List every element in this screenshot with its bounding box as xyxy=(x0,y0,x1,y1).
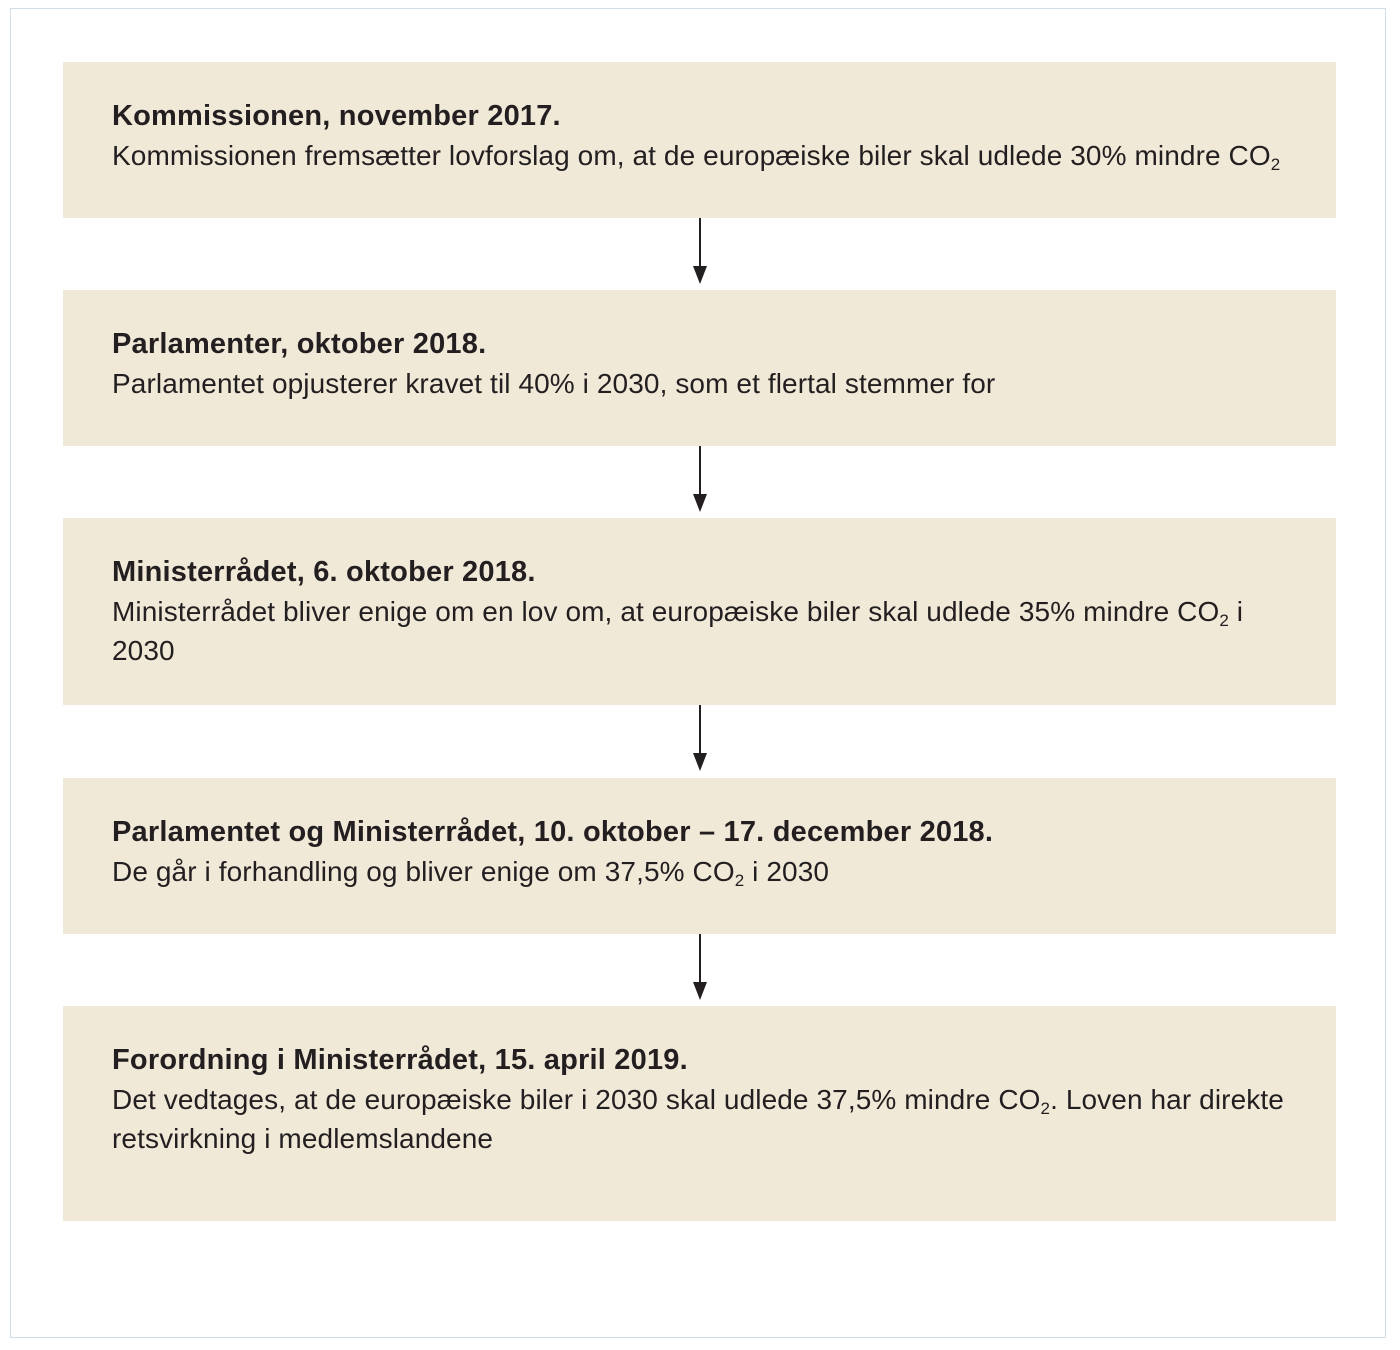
step-text: Det vedtages, at de europæiske biler i 2030 skal udlede 37,5% mindre $CO_2$. Loven har direkte retsvirkning i medlemslandene xyxy=(112,1084,1284,1154)
step-text: Ministerrådet bliver enige om en lov om, at europæiske biler skal udlede 35% mindre $CO_2$ i 2030 xyxy=(112,596,1244,666)
step-title: Forordning i Ministerrådet, 15. april 2019. xyxy=(112,1044,688,1076)
step-title: Kommissionen, november 2017. xyxy=(112,100,561,132)
step-text: Kommissionen fremsætter lovforslag om, at de europæiske biler skal udlede 30% mindre $CO_2$ xyxy=(112,140,1281,174)
step-title: Ministerrådet, 6. oktober 2018. xyxy=(112,556,536,588)
step-box-commission xyxy=(63,62,1336,218)
step-box-negotiation xyxy=(63,778,1336,934)
step-box-council xyxy=(63,518,1336,705)
step-title: Parlamenter, oktober 2018. xyxy=(112,328,487,360)
arrow-down-icon xyxy=(692,934,708,1000)
arrow-down-icon xyxy=(692,705,708,771)
step-box-parliament xyxy=(63,290,1336,446)
step-text: Parlamentet opjusterer kravet til 40% i 2030, som et flertal stemmer for xyxy=(112,368,996,399)
step-text: De går i forhandling og bliver enige om 37,5% $CO_2$ i 2030 xyxy=(112,856,830,890)
step-title: Parlamentet og Ministerrådet, 10. oktober – 17. december 2018. xyxy=(112,816,994,848)
arrow-down-icon xyxy=(692,446,708,512)
step-box-regulation xyxy=(63,1006,1336,1221)
arrow-down-icon xyxy=(692,218,708,284)
